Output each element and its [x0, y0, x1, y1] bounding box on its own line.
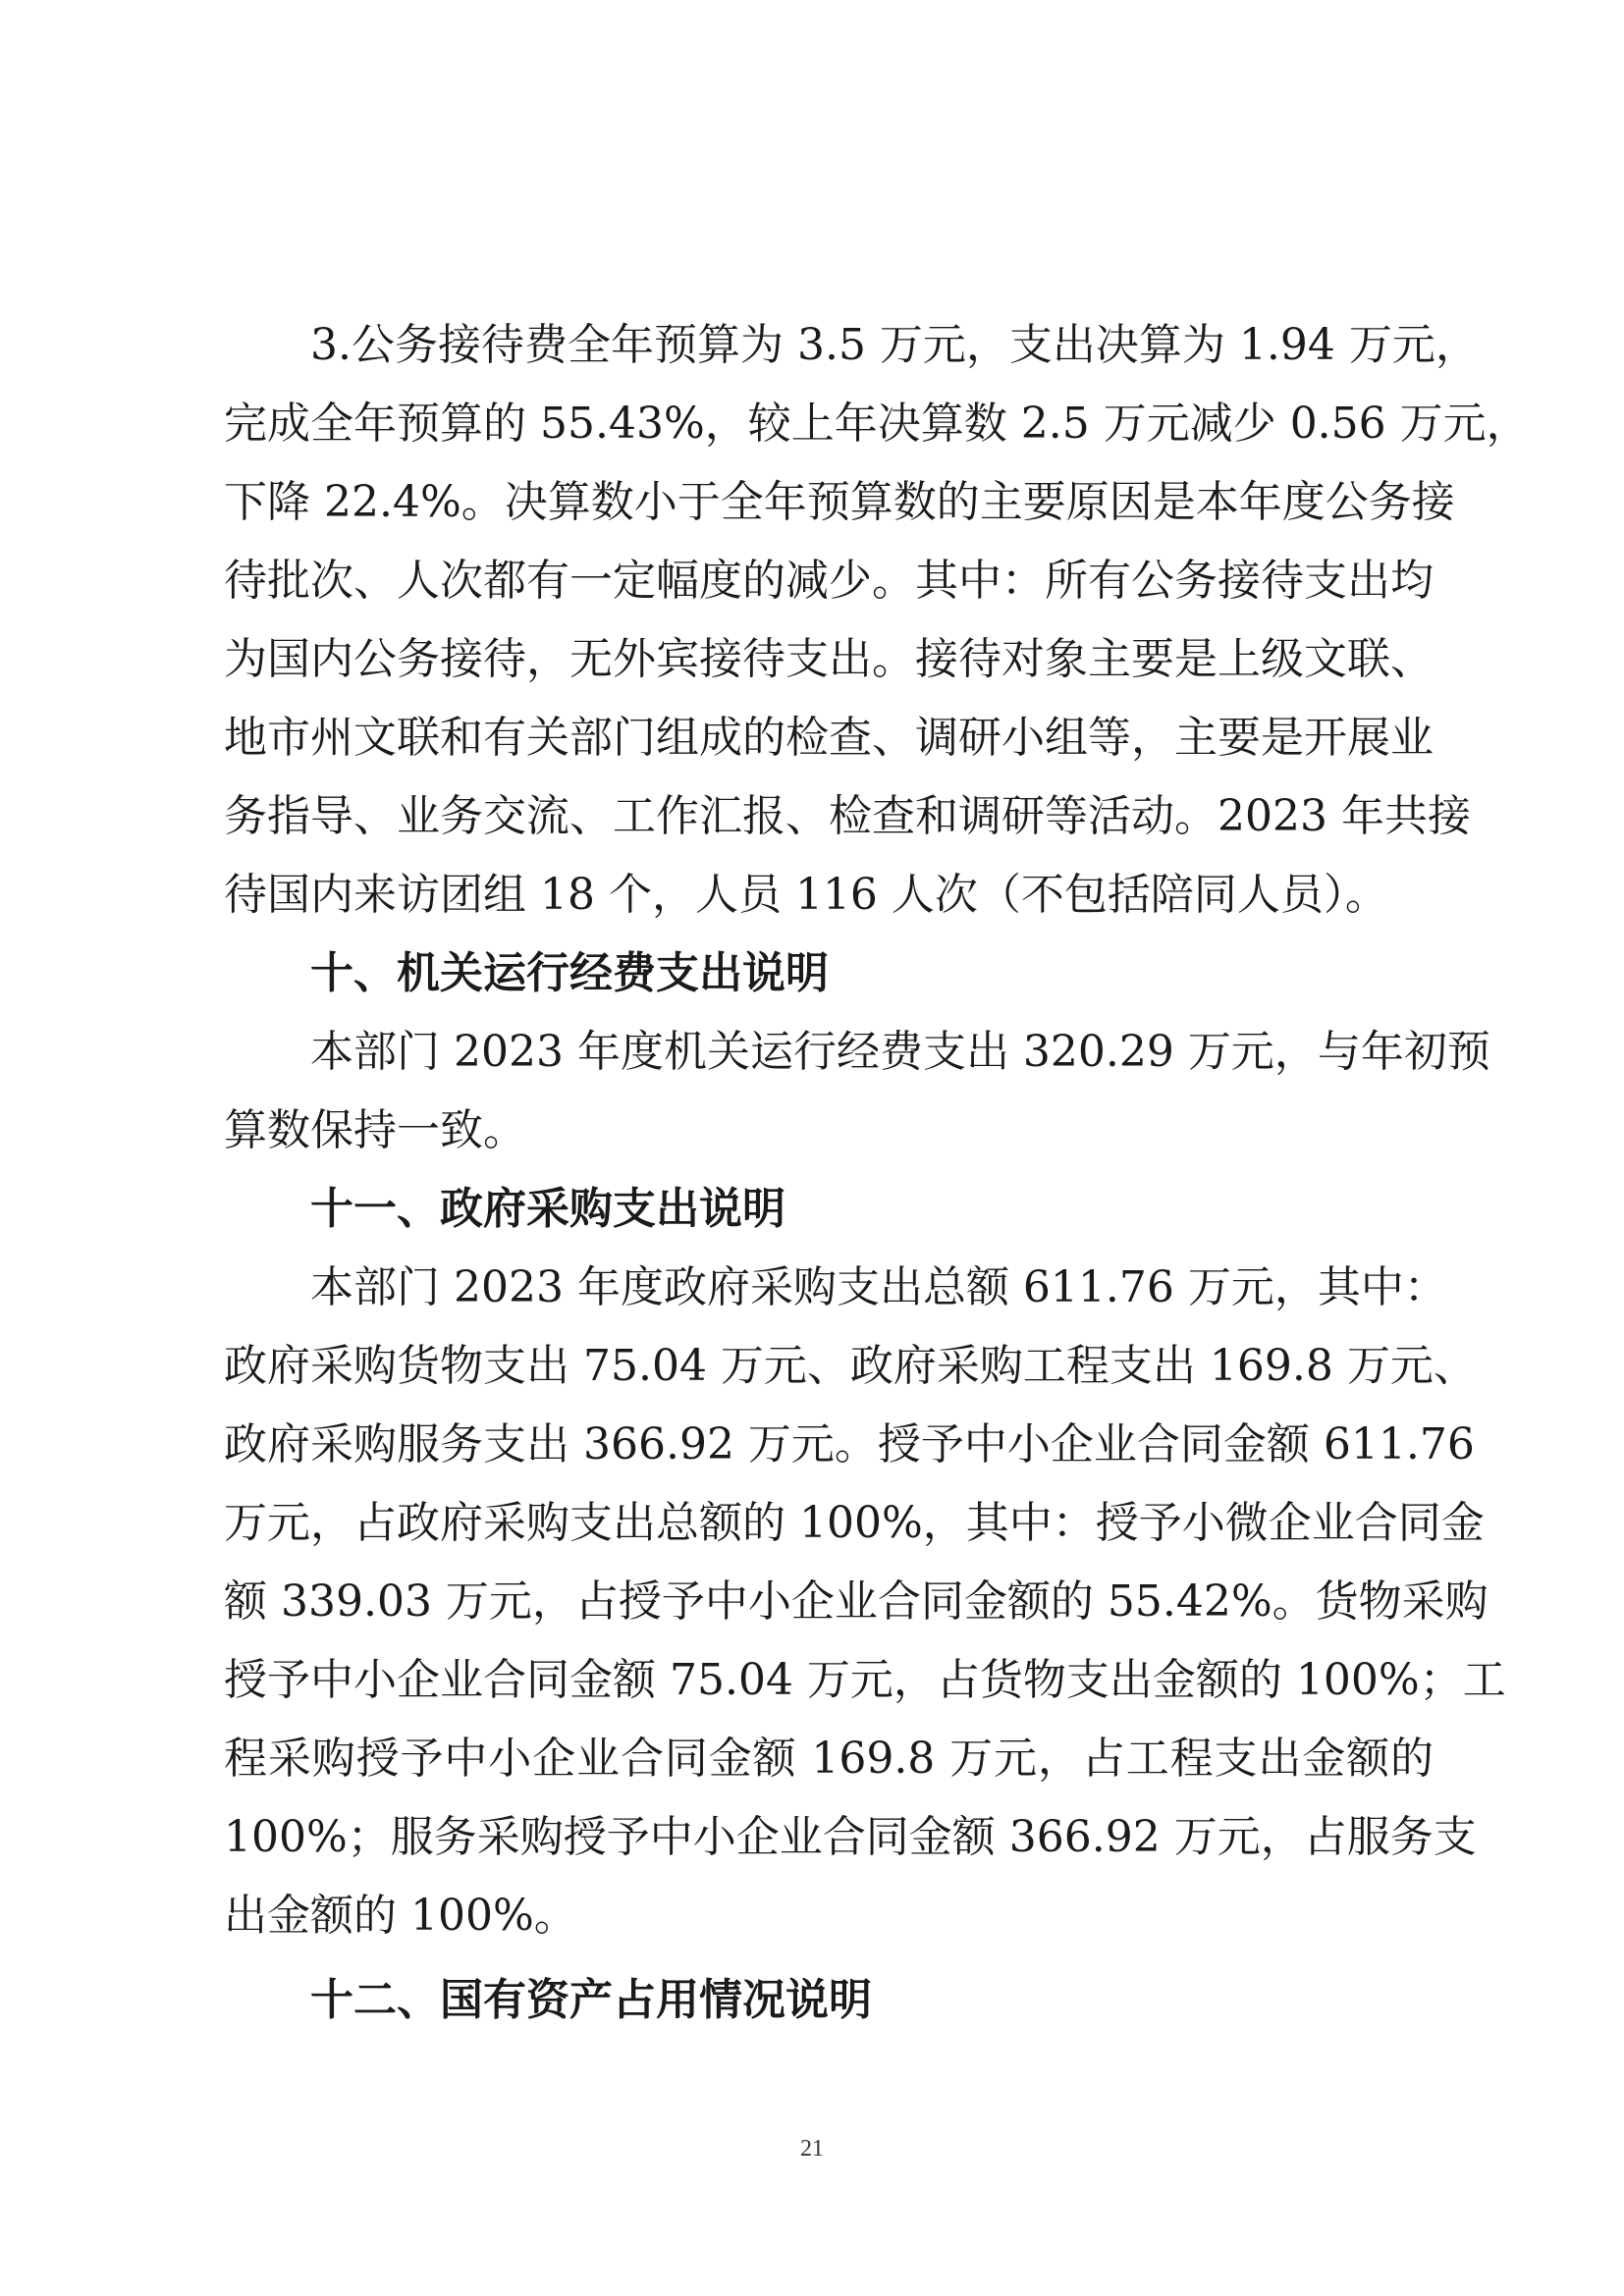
text-line: 100%；服务采购授予中小企业合同金额 366.92 万元，占服务支: [224, 1812, 1477, 1862]
text-line: 待国内来访团组 18 个，人员 116 人次（不包括陪同人员）。: [224, 870, 1388, 920]
section-heading-operating-expenses: 十、机关运行经费支出说明: [310, 948, 829, 998]
text-line: 本部门 2023 年度政府采购支出总额 611.76 万元，其中：: [310, 1262, 1447, 1312]
text-line: 完成全年预算的 55.43%，较上年决算数 2.5 万元减少 0.56 万元，: [224, 399, 1530, 449]
section-heading-government-procurement: 十一、政府采购支出说明: [310, 1184, 785, 1234]
paragraph-government-procurement: [224, 1249, 1506, 1955]
text-line: 算数保持一致。: [224, 1105, 526, 1155]
text-line: 待批次、人次都有一定幅度的减少。其中：所有公务接待支出均: [224, 556, 1434, 606]
text-line: 授予中小企业合同金额 75.04 万元，占货物支出金额的 100%；工: [224, 1655, 1506, 1705]
text-line: 额 339.03 万元，占授予中小企业合同金额的 55.42%。货物采购: [224, 1576, 1489, 1627]
text-line: 政府采购服务支出 366.92 万元。授予中小企业合同金额 611.76: [224, 1419, 1475, 1469]
document-body: [224, 306, 1530, 2040]
text-line: 万元，占政府采购支出总额的 100%，其中：授予小微企业合同金: [224, 1498, 1485, 1548]
paragraph-operating-expenses: [224, 1013, 1490, 1170]
text-line: 地市州文联和有关部门组成的检查、调研小组等，主要是开展业: [224, 713, 1434, 763]
text-line: 为国内公务接待，无外宾接待支出。接待对象主要是上级文联、: [224, 634, 1434, 684]
text-line: 程采购授予中小企业合同金额 169.8 万元，占工程支出金额的: [224, 1734, 1434, 1784]
text-line: 3.公务接待费全年预算为 3.5 万元，支出决算为 1.94 万元，: [310, 320, 1479, 370]
text-line: 政府采购货物支出 75.04 万元、政府采购工程支出 169.8 万元、: [224, 1341, 1477, 1391]
paragraph-reception-expenses: [224, 306, 1530, 934]
text-line: 下降 22.4%。决算数小于全年预算数的主要原因是本年度公务接: [224, 477, 1455, 527]
section-heading-state-assets: 十二、国有资产占用情况说明: [310, 1975, 872, 2025]
text-line: 本部门 2023 年度机关运行经费支出 320.29 万元，与年初预: [310, 1027, 1490, 1077]
text-line: 务指导、业务交流、工作汇报、检查和调研等活动。2023 年共接: [224, 791, 1471, 841]
text-line: 出金额的 100%。: [224, 1891, 577, 1941]
page-number: 21: [800, 2136, 824, 2162]
